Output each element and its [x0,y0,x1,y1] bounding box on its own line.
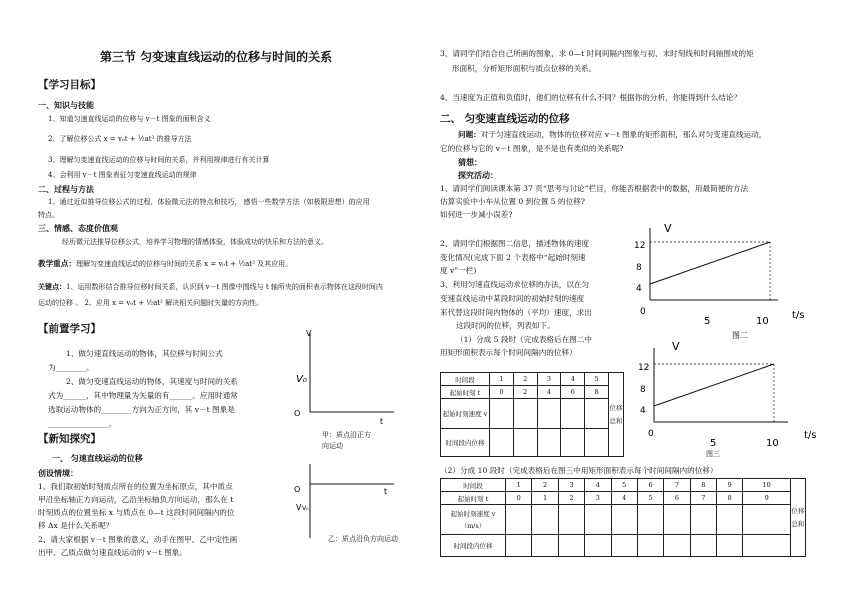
t5-r2-1: 0 [490,386,514,399]
goal-k1: 1、知道匀速直线运动的位移与 v－t 图象的面积含义 [48,115,211,123]
t10-h4: 4 [585,479,611,492]
question [458,129,766,140]
explore-label: 探究活动： [458,170,498,180]
page-title: 第三节 匀变速直线运动的位移与时间的关系 [100,50,333,64]
t10-h2: 2 [532,479,558,492]
t5-h5: 5 [585,373,609,386]
activity-3e: （1）分成 5 段时（完成表格后在图二中 [456,335,592,344]
fig2-t-label: t/s [792,310,805,321]
t10-r2-10: 9 [743,492,791,505]
t10-r4-label: 时间段内位移 [441,535,506,557]
graph-yi-t-label: t [384,487,388,496]
t5-r2-2: 2 [513,386,537,399]
activity-3f: 用矩形面积表示每个时间间隔内的位移） [440,348,577,357]
t10-h10: 10 [743,479,791,492]
activity-2a: 2、请同学们根据图二信息，描述物体的速度 [440,239,590,248]
activity-1c: 如何进一步减小误差? [440,210,513,219]
fig3-t-label: t/s [804,430,817,441]
pre-q2d: ________________。 [48,419,117,428]
fig3-caption: 图三 [706,450,720,458]
key-point [38,258,292,270]
activity-3d: 这段时间的位移，列表如下。 [456,321,555,330]
pre-q2a: 2、做匀变速直线运动的物体，其速度与时间的关系 [66,377,238,386]
t10-r3-label: 起始时刻速度 v（m/s） [441,505,506,535]
goal-p1b: 特点。 [38,211,59,219]
fig2-v-label: V [664,222,672,235]
activity-3c: 来代替这段时间内物体的（平均）速度，求出 [440,308,592,317]
right-q3b: 形面积，分析矩形面积与质点位移的关系。 [452,64,597,73]
t10-h0: 时间段 [441,479,506,492]
figure-2 [628,220,818,340]
activity-1a: 1、请同学们阅读课本第 37 页“思考与讨论”栏目，你能否根据表中的数据，用最简便的方法 [440,184,749,193]
key-text: 理解匀变速直线运动的位移与时间的关系 x = v₀t + ½at² 及其应用。 [75,260,293,268]
fig2-caption: 图二 [732,331,748,340]
table-five-segments [440,372,624,457]
fig2-v-line [650,242,770,284]
pre-q2c: 选取运动物体的________方向为正方向，其 v－t 图象是 [48,405,235,414]
t5-r2-3: 4 [537,386,561,399]
goal-k3: 3、理解匀变速直线运动的位移与时间的关系，并利用规律进行有关计算 [48,156,270,164]
activity-3b: 变速直线运动中某段时间的初始时刻的速度 [440,294,585,303]
question-text-a: 对于匀速直线运动，物体的位移对应 v－t 图象的矩形面积，那么对匀变速直线运动， [480,130,767,139]
graph-jia-t-label: t [380,417,384,426]
graph-jia-caption-2: 向运动 [322,442,343,450]
graph-yi-o-label: O [294,485,301,494]
t10-h1: 1 [506,479,532,492]
fig2-x-tick-5: 5 [704,316,711,327]
fig2-y-tick-8: 8 [636,263,642,273]
right-q3a: 3、请同学们结合自己所画的图象，求 0—t 时间间隔内图象与初、末时刻线和时间轴围成的矩 [440,49,754,58]
fig2-x-tick-10: 10 [756,316,769,327]
t5-r3-label: 起始时刻速度 v [441,399,490,429]
pre-q2b: 式为______，其中物理量为矢量的有______。应用时通常 [48,391,238,400]
t10-r2-1: 0 [506,492,532,505]
t5-h2: 2 [513,373,537,386]
t10-r2-8: 7 [690,492,716,505]
t5-h3: 3 [537,373,561,386]
emotion-heading: 三、情感、态度价值观 [38,223,118,233]
knowledge-heading: 一、知识与技能 [38,100,94,110]
guess-label: 猜想： [458,157,482,167]
newk-l4: 移 Δx 是什么关系呢？ [38,521,114,530]
fig2-y-tick-12: 12 [634,241,646,251]
process-heading: 二、过程与方法 [38,184,94,194]
t10-r2-6: 5 [637,492,663,505]
graph-yi-v0-label: V₀ [302,505,309,512]
crux-text-b: 运动的位移 。 2、应用 x = v₀t + ½at² 解决相关问题时矢量的方向性。 [38,299,264,307]
goal-p1a: 1、通过近似推导位移公式的过程，体验微元法的特点和技巧， 感悟一些数学方法（如极限思想）的应用 [48,198,370,206]
goal-k2: 2、了解位移公式 x = v₀t + ½at² 的推导方法 [48,135,192,143]
fig3-v-label: V [672,340,680,353]
section-two-heading: 二、 匀变速直线运动的位移 [440,113,570,125]
graph-jia-o-label: O [294,409,301,418]
graph-yi [290,458,400,542]
question-text-b: 它的位移与它的 v－t 图象，是不是也有类似的关系呢? [440,144,624,153]
activity-3a: 3、利用匀速直线运动求位移的办法，以在匀 [440,280,590,289]
key-label: 教学重点： [38,259,76,268]
pre-heading: 【前置学习】 [38,323,101,335]
scene-label: 创设情境： [38,468,78,478]
table-ten-segments [440,478,806,557]
fig2-y-tick-4: 4 [636,284,642,294]
t5-h4: 4 [561,373,585,386]
crux-text-a: 1、运用数形结合推导位移时间关系，认识到 v－t 图像中围线与 t 轴所夹的面积表示物体在这段时间内 [66,283,383,291]
t5-total: 位移总和 [609,373,624,457]
fig3-y-tick-4: 4 [640,406,646,416]
graph-jia-caption-1: 甲：质点沿正方 [322,431,371,439]
goals-heading: 【学习目标】 [38,79,101,91]
fig3-x-tick-5: 5 [710,438,717,448]
fig3-v-line [654,364,774,406]
t10-r2-7: 6 [664,492,690,505]
t10-total: 位移总和 [791,479,806,557]
t10-h6: 6 [637,479,663,492]
t10-r2-4: 3 [585,492,611,505]
newk-l6: 出甲、乙质点做匀速直线运动的 v－t 图象。 [38,548,187,557]
crux-point [38,281,383,293]
fig3-o-label: 0 [648,429,654,439]
pre-q1a: 1、做匀速直线运动的物体，其位移与时间公式 [66,349,223,358]
newk-l3: 时刻质点的位置坐标 x 与质点在 0—t 这段时间间隔内的位 [38,508,235,517]
graph-jia [290,322,400,432]
right-q4: 4、当速度为正值和负值时，他们的位移有什么不同？根据你的分析，你能得到什么结论？ [440,93,741,102]
t10-r2-2: 1 [532,492,558,505]
question-label: 问题： [458,130,481,139]
figure-3 [628,338,828,448]
graph-yi-caption: 乙：质点沿负方向运动 [328,535,398,543]
activity-2b: 变化情况(完成下面 2 个表格中“起始时刻速 [440,253,586,262]
fig3-y-tick-12: 12 [638,363,650,373]
t10-h7: 7 [664,479,690,492]
newk-l2: 甲沿坐标轴正方向运动，乙沿坐标轴负方向运动，那么在 t [38,495,234,504]
t10-r2-0: 起始时刻 t [441,492,506,505]
t5-h1: 1 [490,373,514,386]
part-two-instruction: （2）分成 10 段时（完成表格后在图三中用矩形面积表示每个时间间隔内的位移） [440,466,718,475]
goal-e1: 经历微元法推导位移公式，培养学习物理的情感体验，体验成功的快乐和方法的意义。 [62,238,328,246]
crux-label: 关键点： [38,282,66,291]
section-one-heading: 一、 匀速直线运动的位移 [52,453,143,463]
t10-r2-5: 4 [611,492,637,505]
t10-h5: 5 [611,479,637,492]
newk-l1: 1、我们取初始时刻质点所在的位置为坐标原点，其中质点 [38,482,233,491]
activity-1b: 估算实验中小车从位置 0 到位置 5 的位移? [440,197,585,206]
newk-heading: 【新知探究】 [38,433,101,445]
t5-r2-0: 起始时刻 t [441,386,490,399]
t10-r2-3: 2 [558,492,584,505]
goal-k4: 4、会利用 v－t 图象表征匀变速直线运动的规律 [48,171,197,179]
t10-r2-9: 8 [717,492,743,505]
fig3-x-tick-10: 10 [766,438,779,448]
t10-h8: 8 [690,479,716,492]
fig3-y-tick-8: 8 [640,385,646,395]
t10-h3: 3 [558,479,584,492]
pre-q1b: 为________。 [48,363,94,372]
graph-jia-v-label: V [306,329,312,338]
t5-r2-4: 6 [561,386,585,399]
t5-r2-5: 8 [585,386,609,399]
graph-jia-v0-label: V₀ [296,374,307,385]
activity-2c: 度 v”一栏) [440,266,477,275]
t5-h0: 时间段 [441,373,490,386]
t10-h9: 9 [717,479,743,492]
graph-yi-v-label: V [296,503,302,512]
newk-l5: 2、请大家根据 v－t 图象的意义，动手在图甲、乙中定性画 [38,535,238,544]
fig2-o-label: 0 [640,307,646,317]
t5-r4-label: 时间段内位移 [441,429,490,457]
